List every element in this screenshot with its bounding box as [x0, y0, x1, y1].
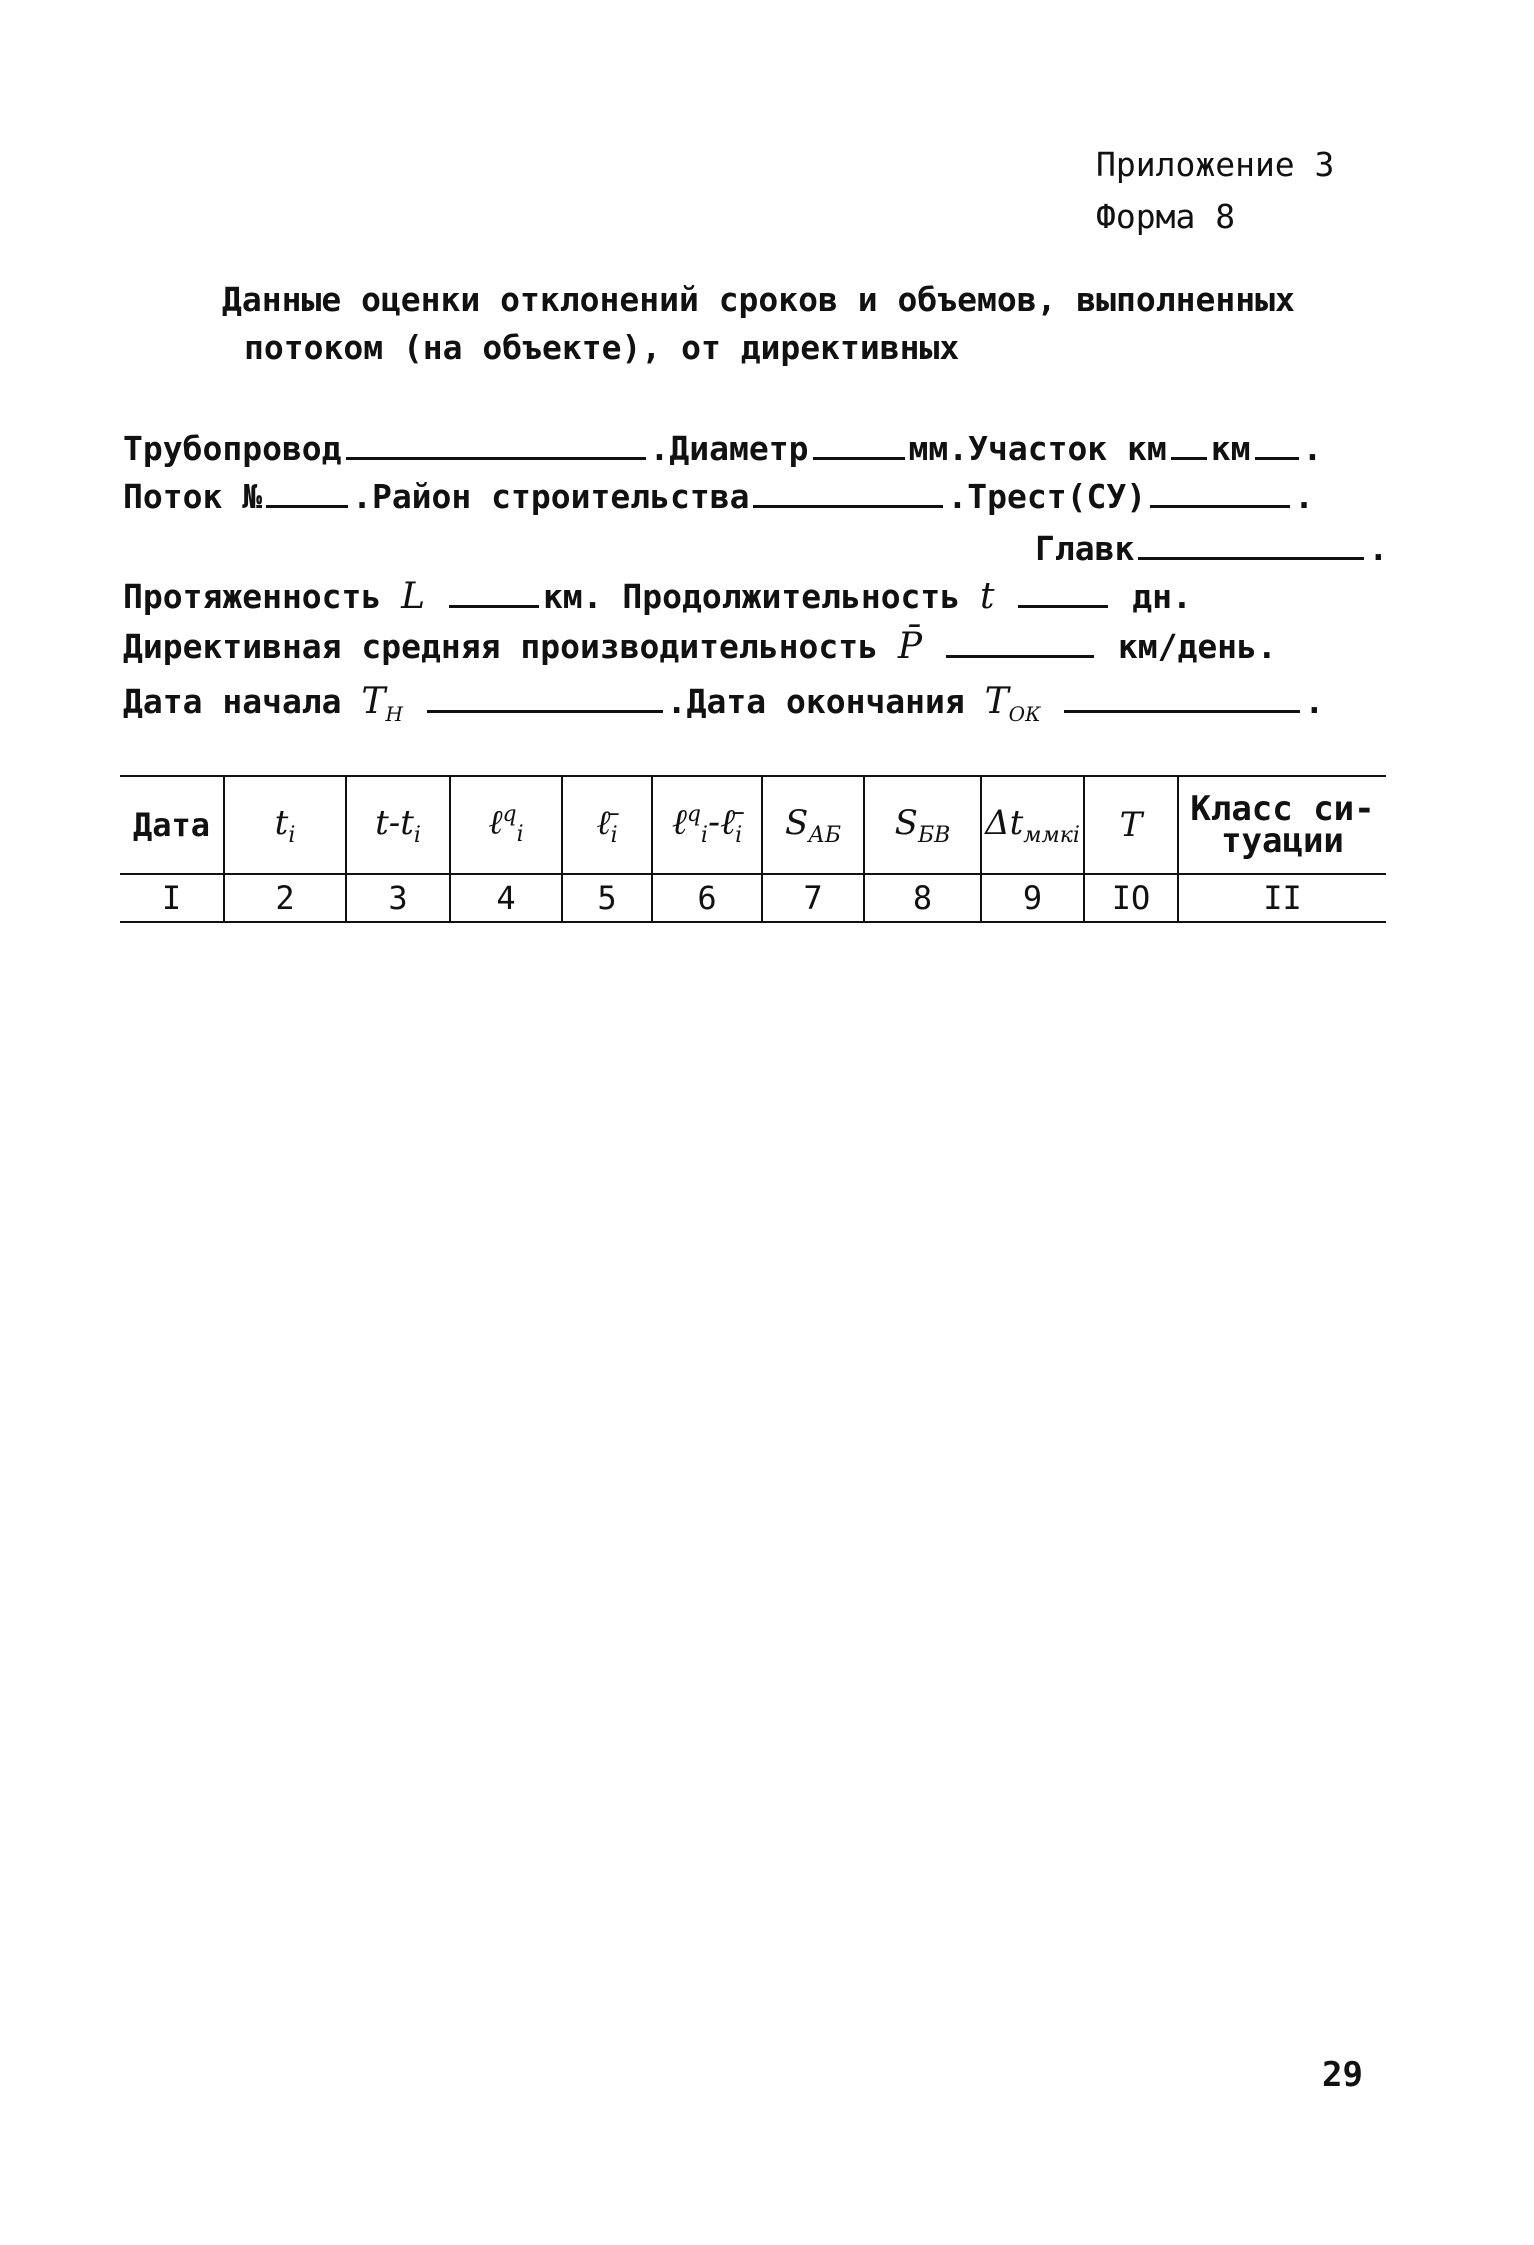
- productivity-symbol: P̄: [897, 626, 923, 667]
- days-label: дн.: [1132, 577, 1192, 616]
- title-line-2: потоком (на объекте), от директивных: [244, 328, 960, 367]
- col-number: 2: [224, 874, 346, 922]
- end-date-blank[interactable]: [1064, 680, 1300, 713]
- dates-row: Дата начала $T_Н$ .Дата окончания $T_{ОК}$ .: [123, 681, 1325, 727]
- length-symbol: L: [401, 576, 426, 617]
- col-header-s-ab: $S_{АБ}$: [762, 776, 864, 874]
- productivity-blank[interactable]: [946, 625, 1094, 658]
- km-label: км: [1210, 429, 1251, 468]
- section-from-blank[interactable]: [1171, 427, 1207, 460]
- productivity-row: [123, 625, 1277, 667]
- district-label: .Район строительства: [352, 477, 750, 516]
- col-number: 4: [450, 874, 562, 922]
- flow-row: Поток № .Район строительства .Трест(СУ) .: [123, 477, 1314, 516]
- col-header-li-bar: $\ell̄_i$: [562, 776, 652, 874]
- col-number: 3: [346, 874, 450, 922]
- district-blank[interactable]: [753, 475, 943, 508]
- pipeline-label: Трубопровод: [123, 429, 342, 468]
- col-header-ti: $t_i$: [224, 776, 346, 874]
- glavk-row: Главк .: [1035, 529, 1389, 568]
- col-header-date: Дата: [120, 776, 224, 874]
- length-row: [123, 575, 1192, 617]
- col-number: 8: [864, 874, 981, 922]
- pipeline-blank[interactable]: [346, 427, 646, 460]
- col-number: II: [1178, 874, 1386, 922]
- col-header-lig: ℓ$^q_i$: [450, 776, 562, 874]
- km-day-label: км/день.: [1117, 627, 1277, 666]
- length-blank[interactable]: [449, 575, 539, 608]
- col-header-lig-minus-li: $\ell^q_i-\ell̄_i$: [652, 776, 762, 874]
- section-to-blank[interactable]: [1255, 427, 1299, 460]
- page-number: 29: [1322, 2055, 1363, 2095]
- start-date-symbol: $T_Н$: [361, 681, 403, 727]
- productivity-label: Директивная средняя производительность: [123, 627, 878, 666]
- col-number: 5: [562, 874, 652, 922]
- start-date-label: Дата начала: [123, 682, 342, 721]
- col-number: 6: [652, 874, 762, 922]
- title-line-1: Данные оценки отклонений сроков и объемов, выполненных: [222, 280, 1295, 319]
- form-label: Форма 8: [1096, 197, 1236, 236]
- col-number: 9: [981, 874, 1084, 922]
- col-header-t: T: [1084, 776, 1178, 874]
- col-header-class: Класс си- туации: [1178, 776, 1386, 874]
- duration-label: км. Продолжительность: [542, 577, 961, 616]
- col-header-delta-t: $\Delta t_{ммкi}$: [981, 776, 1084, 874]
- flow-blank[interactable]: [266, 475, 348, 508]
- col-number: 7: [762, 874, 864, 922]
- col-header-s-bv: $S_{БВ}$: [864, 776, 981, 874]
- appendix-label: Приложение 3: [1096, 145, 1335, 184]
- table-header-row: [120, 776, 1386, 874]
- section-label: мм.Участок км: [908, 429, 1167, 468]
- table-number-row: [120, 874, 1386, 922]
- diameter-blank[interactable]: [813, 427, 905, 460]
- duration-blank[interactable]: [1018, 575, 1108, 608]
- glavk-label: Главк: [1035, 529, 1135, 568]
- duration-symbol: t: [980, 576, 995, 617]
- col-number: IO: [1084, 874, 1178, 922]
- trust-blank[interactable]: [1150, 475, 1290, 508]
- glavk-blank[interactable]: [1138, 527, 1364, 560]
- end-date-label: .Дата окончания: [666, 682, 965, 721]
- col-number: I: [120, 874, 224, 922]
- trust-label: .Трест(СУ): [947, 477, 1147, 516]
- length-label: Протяженность: [123, 577, 382, 616]
- col-header-t-minus-ti: $t-t_i$: [346, 776, 450, 874]
- pipeline-row: Трубопровод .Диаметр мм.Участок км км .: [123, 429, 1323, 468]
- flow-label: Поток №: [123, 477, 263, 516]
- deviation-table: [120, 775, 1386, 923]
- start-date-blank[interactable]: [427, 680, 663, 713]
- end-date-symbol: $T_{ОК}$: [984, 681, 1041, 727]
- diameter-label: .Диаметр: [649, 429, 809, 468]
